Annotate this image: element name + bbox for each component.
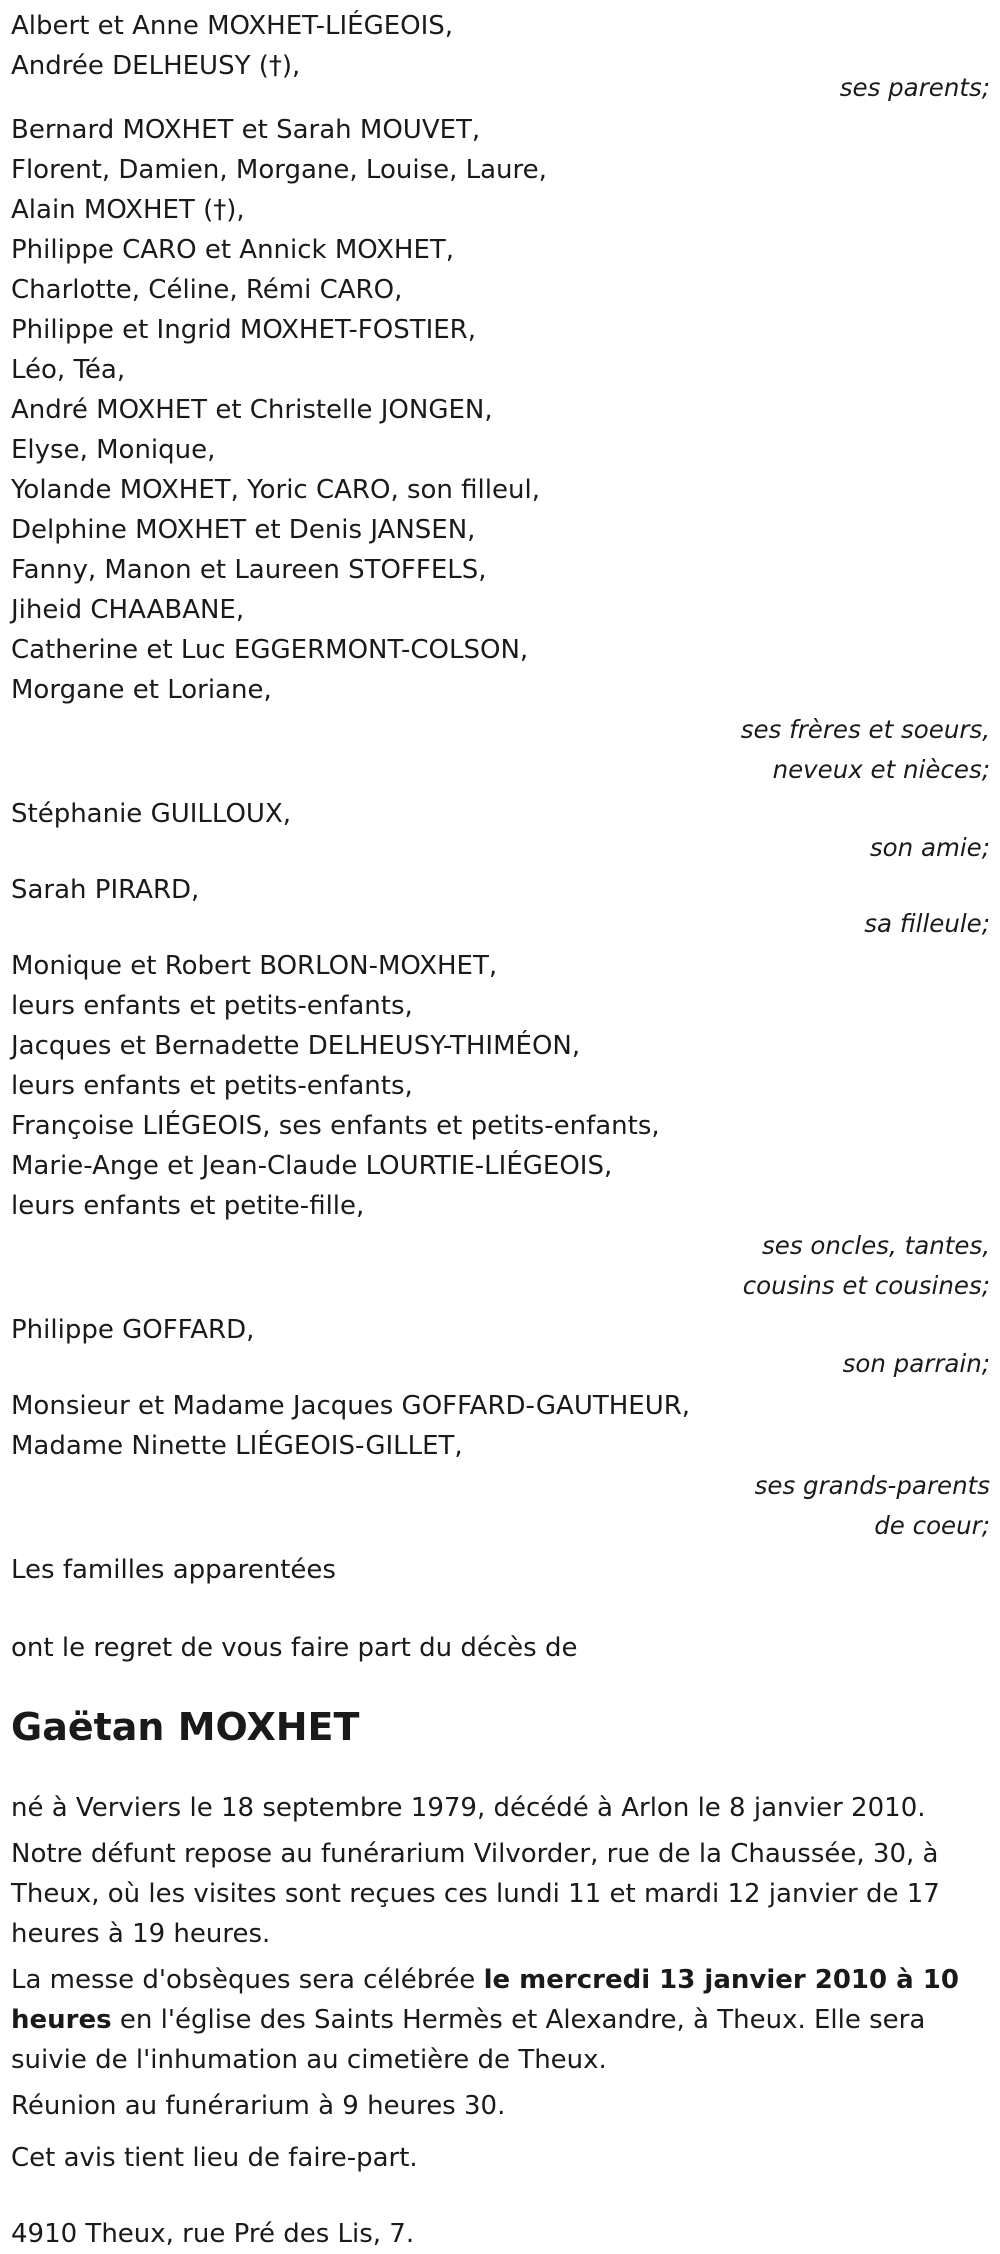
relation-label: ses frères et soeurs, bbox=[740, 715, 990, 744]
family-line: Florent, Damien, Morgane, Louise, Laure, bbox=[11, 155, 547, 185]
family-line: Albert et Anne MOXHET-LIÉGEOIS, bbox=[11, 11, 454, 41]
family-line: Jiheid CHAABANE, bbox=[11, 595, 245, 625]
family-line: Monsieur et Madame Jacques GOFFARD-GAUTHEUR, bbox=[11, 1391, 691, 1421]
family-line: leurs enfants et petite-fille, bbox=[11, 1191, 365, 1221]
family-line: Morgane et Loriane, bbox=[11, 675, 272, 705]
family-line: Bernard MOXHET et Sarah MOUVET, bbox=[11, 115, 481, 145]
relation-label: cousins et cousines; bbox=[742, 1271, 990, 1300]
family-line: Léo, Téa, bbox=[11, 355, 126, 385]
mass-text-before: La messe d'obsèques sera célébrée bbox=[11, 1965, 484, 1995]
relation-label: sa filleule; bbox=[864, 909, 990, 938]
family-group-grandparents bbox=[11, 1386, 990, 1546]
meeting-info: Réunion au funérarium à 9 heures 30. bbox=[11, 2091, 506, 2121]
relation-label: ses oncles, tantes, bbox=[762, 1231, 990, 1260]
relation-label: de coeur; bbox=[874, 1511, 990, 1540]
family-line: Yolande MOXHET, Yoric CARO, son filleul, bbox=[11, 475, 540, 505]
family-address: 4910 Theux, rue Pré des Lis, 7. bbox=[11, 2219, 415, 2249]
family-line: leurs enfants et petits-enfants, bbox=[11, 991, 413, 1021]
family-line: Philippe et Ingrid MOXHET-FOSTIER, bbox=[11, 315, 477, 345]
family-line: Monique et Robert BORLON-MOXHET, bbox=[11, 951, 498, 981]
family-line: Fanny, Manon et Laureen STOFFELS, bbox=[11, 555, 487, 585]
mass-text-after: en l'église des Saints Hermès et Alexandre, à Theux. Elle sera suivie de l'inhumation au cimetière de Theux. bbox=[11, 2005, 926, 2075]
family-line: Philippe GOFFARD, bbox=[11, 1315, 255, 1345]
funeral-home-paragraph: Notre défunt repose au funérarium Vilvorder, rue de la Chaussée, 30, à Theux, où les visites sont reçues ces lundi 11 et mardi 12 janvier de 17 heures à 19 heures. bbox=[11, 1839, 940, 1949]
family-group-goddaughter bbox=[11, 870, 990, 944]
regret-statement: ont le regret de vous faire part du décès de bbox=[11, 1633, 578, 1663]
related-families: Les familles apparentées bbox=[11, 1555, 336, 1585]
mass-date-time: le mercredi 13 janvier 2010 à 10 heures bbox=[11, 1965, 959, 2035]
family-line: Sarah PIRARD, bbox=[11, 875, 200, 905]
family-line: Madame Ninette LIÉGEOIS-GILLET, bbox=[11, 1431, 463, 1461]
family-line: Marie-Ange et Jean-Claude LOURTIE-LIÉGEOIS, bbox=[11, 1151, 613, 1181]
family-line: Stéphanie GUILLOUX, bbox=[11, 799, 292, 829]
notice-statement: Cet avis tient lieu de faire-part. bbox=[11, 2143, 418, 2173]
family-group-friend bbox=[11, 794, 990, 868]
relation-label: ses grands-parents bbox=[754, 1471, 990, 1500]
relation-label: neveux et nièces; bbox=[772, 755, 990, 784]
family-line: Delphine MOXHET et Denis JANSEN, bbox=[11, 515, 476, 545]
birth-death-info: né à Verviers le 18 septembre 1979, décédé à Arlon le 8 janvier 2010. bbox=[11, 1793, 926, 1823]
family-line: leurs enfants et petits-enfants, bbox=[11, 1071, 413, 1101]
family-group-uncles-aunts bbox=[11, 946, 990, 1306]
family-group-godfather bbox=[11, 1310, 990, 1384]
family-line: Elyse, Monique, bbox=[11, 435, 216, 465]
family-line: Philippe CARO et Annick MOXHET, bbox=[11, 235, 455, 265]
family-line: Jacques et Bernadette DELHEUSY-THIMÉON, bbox=[11, 1031, 581, 1061]
family-line: Andrée DELHEUSY (†), bbox=[11, 51, 301, 81]
family-line: André MOXHET et Christelle JONGEN, bbox=[11, 395, 493, 425]
family-line: Charlotte, Céline, Rémi CARO, bbox=[11, 275, 403, 305]
relation-label: son amie; bbox=[869, 833, 990, 862]
deceased-name: Gaëtan MOXHET bbox=[11, 1705, 360, 1749]
family-line: Alain MOXHET (†), bbox=[11, 195, 245, 225]
family-line: Françoise LIÉGEOIS, ses enfants et petits-enfants, bbox=[11, 1111, 660, 1141]
family-group-siblings bbox=[11, 110, 990, 790]
relation-label: ses parents; bbox=[839, 73, 990, 102]
relation-label: son parrain; bbox=[842, 1349, 990, 1378]
mass-paragraph bbox=[11, 1960, 990, 2080]
family-group-parents bbox=[11, 6, 990, 108]
family-line: Catherine et Luc EGGERMONT-COLSON, bbox=[11, 635, 529, 665]
obituary-column bbox=[11, 6, 990, 2254]
